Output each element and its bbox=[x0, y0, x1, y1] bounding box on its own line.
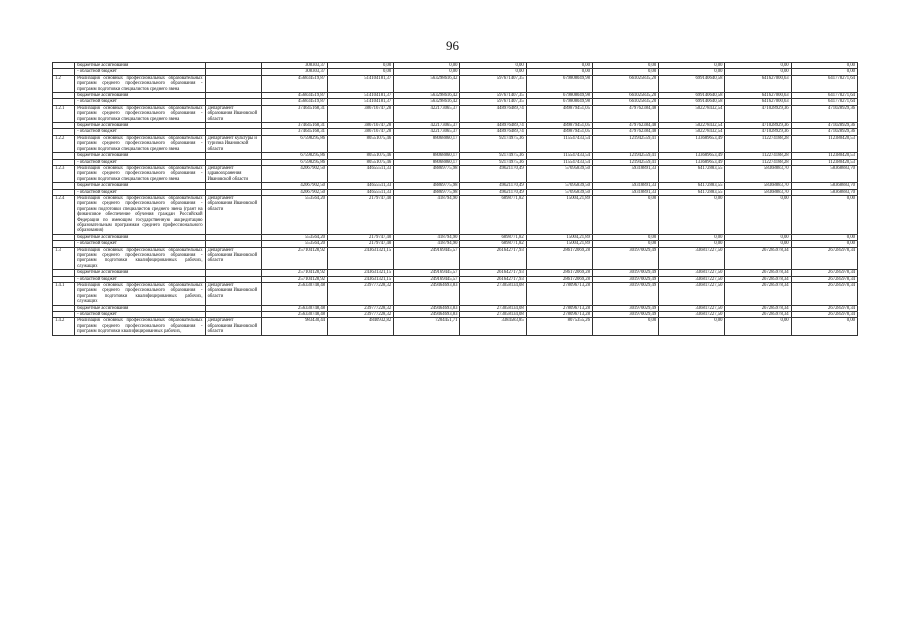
amount-cell: 0,00 bbox=[460, 69, 526, 75]
amount-cell: 448976489,74 bbox=[460, 123, 526, 129]
amount-cell: 256330748,48 bbox=[261, 283, 327, 306]
amount-cell: 112380420,53 bbox=[791, 159, 857, 165]
amount-cell: 0,00 bbox=[592, 318, 658, 335]
amount-cell: 336817227,50 bbox=[659, 270, 725, 276]
row-name: Реализация основных профессиональных образовательных программ среднего профессионального образования - программ подготовки специалистов среднего звена bbox=[75, 105, 205, 122]
amount-cell: 386716747,28 bbox=[328, 129, 394, 135]
amount-cell: 115547433,54 bbox=[526, 159, 592, 165]
amount-cell: 267285978,34 bbox=[725, 247, 791, 270]
amount-cell: 239777228,32 bbox=[328, 283, 394, 306]
amount-cell: 0,00 bbox=[460, 63, 526, 69]
row-name: бюджетные ассигнования bbox=[75, 123, 205, 129]
amount-cell: 0,00 bbox=[659, 195, 725, 234]
amount-cell: 418794,90 bbox=[394, 241, 460, 247]
amount-cell: 0,00 bbox=[592, 69, 658, 75]
amount-cell: 2179747,40 bbox=[328, 234, 394, 240]
amount-cell: 112380420,53 bbox=[791, 135, 857, 152]
amount-cell: 699140640,58 bbox=[659, 93, 725, 99]
amount-cell: 67598295,86 bbox=[261, 159, 327, 165]
amount-cell: 80551075,46 bbox=[328, 153, 394, 159]
amount-cell: 88068860,17 bbox=[394, 135, 460, 152]
amount-cell: 249464693,83 bbox=[394, 305, 460, 311]
amount-cell: 336817227,50 bbox=[659, 247, 725, 270]
amount-cell: 514104181,37 bbox=[328, 93, 394, 99]
amount-cell: 121942559,41 bbox=[592, 135, 658, 152]
amount-cell: 597671407,35 bbox=[460, 75, 526, 92]
amount-cell: 59318891,33 bbox=[592, 189, 658, 195]
amount-cell: 489879451,05 bbox=[526, 105, 592, 122]
amount-cell: 243631321,15 bbox=[328, 276, 394, 282]
amount-cell: 422173065,37 bbox=[394, 105, 460, 122]
amount-cell: 422173065,37 bbox=[394, 129, 460, 135]
amount-cell: 699140640,58 bbox=[659, 99, 725, 105]
amount-cell: 286172069,28 bbox=[526, 247, 592, 270]
amount-cell: 58368883,70 bbox=[791, 189, 857, 195]
row-name: бюджетные ассигнования bbox=[75, 153, 205, 159]
activity-row bbox=[53, 75, 858, 92]
amount-cell: 239777228,32 bbox=[328, 312, 394, 318]
amount-cell: 514104181,37 bbox=[328, 99, 394, 105]
row-executor: Департамент культуры и туризма Ивановской области bbox=[205, 135, 261, 152]
amount-cell: 6898771,82 bbox=[460, 195, 526, 234]
amount-cell: 0,00 bbox=[328, 69, 394, 75]
amount-cell: 308303,37 bbox=[261, 69, 327, 75]
amount-cell: 6898771,82 bbox=[460, 234, 526, 240]
amount-cell: 4840932,82 bbox=[328, 318, 394, 335]
amount-cell: 112274188,28 bbox=[725, 135, 791, 152]
row-name: - областной бюджет bbox=[75, 276, 205, 282]
amount-cell: 0,00 bbox=[659, 69, 725, 75]
amount-cell: 267285978,34 bbox=[791, 247, 857, 270]
row-code: 1.2.3 bbox=[53, 165, 75, 182]
amount-cell: 456834519,87 bbox=[261, 99, 327, 105]
amount-cell: 456834519,87 bbox=[261, 75, 327, 92]
amount-cell: 641627000,63 bbox=[725, 93, 791, 99]
amount-cell: 597671407,35 bbox=[460, 99, 526, 105]
amount-cell: 243631321,15 bbox=[328, 270, 394, 276]
amount-cell: 479762384,48 bbox=[592, 105, 658, 122]
amount-cell: 64172883,55 bbox=[659, 165, 725, 182]
amount-cell: 257104128,92 bbox=[261, 276, 327, 282]
amount-cell: 0,00 bbox=[592, 241, 658, 247]
amount-cell: 471028929,36 bbox=[791, 123, 857, 129]
amount-cell: 502278432,54 bbox=[659, 129, 725, 135]
amount-cell: 133689653,49 bbox=[659, 159, 725, 165]
amount-cell: 257104128,92 bbox=[261, 247, 327, 270]
amount-cell: 267285978,34 bbox=[791, 276, 857, 282]
amount-cell: 661025835,20 bbox=[592, 75, 658, 92]
amount-cell: 267285978,34 bbox=[791, 312, 857, 318]
amount-cell: 479762384,48 bbox=[592, 129, 658, 135]
amount-cell: 336817227,50 bbox=[659, 305, 725, 311]
activity-row bbox=[53, 105, 858, 122]
row-executor: Департамент здравоохранения Ивановской области bbox=[205, 165, 261, 182]
amount-cell: 286172069,28 bbox=[526, 276, 592, 282]
amount-cell: 374645168,31 bbox=[261, 129, 327, 135]
amount-cell: 0,00 bbox=[791, 69, 857, 75]
amount-cell: 489879451,05 bbox=[526, 129, 592, 135]
amount-cell: 267285978,34 bbox=[725, 305, 791, 311]
activity-row bbox=[53, 247, 858, 270]
row-name: бюджетные ассигнования bbox=[75, 234, 205, 240]
activity-row bbox=[53, 165, 858, 182]
amount-cell: 273058134,08 bbox=[460, 305, 526, 311]
amount-cell: 115547433,54 bbox=[526, 135, 592, 152]
amount-cell: 267285978,34 bbox=[791, 270, 857, 276]
amount-cell: 267285978,34 bbox=[725, 270, 791, 276]
row-name: - областной бюджет bbox=[75, 99, 205, 105]
amount-cell: 0,00 bbox=[725, 69, 791, 75]
amount-cell: 267285978,34 bbox=[791, 305, 857, 311]
row-name: Реализация основных профессиональных образовательных программ среднего профессионального образования - программ подготовки специалистов среднего звена bbox=[75, 135, 205, 152]
amount-cell: 418794,90 bbox=[394, 234, 460, 240]
row-executor: Департамент образования Ивановской области bbox=[205, 318, 261, 335]
row-code: 1.3 bbox=[53, 247, 75, 270]
amount-cell: 448976489,74 bbox=[460, 129, 526, 135]
amount-cell: 44655511,33 bbox=[328, 189, 394, 195]
amount-cell: 278096713,28 bbox=[526, 283, 592, 306]
amount-cell: 15004,21,89 bbox=[526, 234, 592, 240]
amount-cell: 422173065,37 bbox=[394, 123, 460, 129]
amount-cell: 0,00 bbox=[394, 63, 460, 69]
amount-cell: 92174975,36 bbox=[460, 159, 526, 165]
amount-cell: 0,00 bbox=[526, 69, 592, 75]
amount-cell: 15004,21,89 bbox=[526, 195, 592, 234]
row-name: бюджетные ассигнования bbox=[75, 270, 205, 276]
amount-cell: 308303,37 bbox=[261, 63, 327, 69]
amount-cell: 267285978,34 bbox=[791, 283, 857, 306]
row-code: 1.2 bbox=[53, 75, 75, 92]
amount-cell: 301970029,49 bbox=[592, 312, 658, 318]
amount-cell: 679808049,98 bbox=[526, 99, 592, 105]
amount-cell: 0,00 bbox=[791, 195, 857, 234]
amount-cell: 0,00 bbox=[659, 318, 725, 335]
amount-cell: 121942559,41 bbox=[592, 159, 658, 165]
amount-cell: 249169445,57 bbox=[394, 247, 460, 270]
amount-cell: 249464693,83 bbox=[394, 312, 460, 318]
row-name: Реализация основных профессиональных образовательных программ среднего профессионального образования - программ подготовки квалифицированных рабочих, служащих bbox=[75, 247, 205, 270]
activity-row bbox=[53, 283, 858, 306]
activity-row bbox=[53, 195, 858, 234]
amount-cell: 301970029,49 bbox=[592, 247, 658, 270]
row-name: бюджетные ассигнования bbox=[75, 63, 205, 69]
amount-cell: 301970029,49 bbox=[592, 305, 658, 311]
row-name: Реализация основных профессиональных образовательных программ среднего профессионального образования - программ подготовки специалистов среднего звена (грант на финансовое обеспечение обучения граждан Российской Федерации по имеющим государственную аккредитацию образовательным программам среднего профессионального образования) bbox=[75, 195, 205, 234]
amount-cell: 553564,20 bbox=[261, 234, 327, 240]
amount-cell: 514104181,37 bbox=[328, 75, 394, 92]
amount-cell: 502278432,54 bbox=[659, 123, 725, 129]
amount-cell: 256330748,48 bbox=[261, 305, 327, 311]
row-code: 1.4.1 bbox=[53, 283, 75, 306]
amount-cell: 121942559,41 bbox=[592, 153, 658, 159]
row-name: Реализация основных профессиональных образовательных программ среднего профессионального образования - программ подготовки специалистов среднего звена bbox=[75, 75, 205, 92]
activity-row bbox=[53, 318, 858, 335]
amount-cell: 80551075,46 bbox=[328, 159, 394, 165]
amount-cell: 0,00 bbox=[592, 195, 658, 234]
amount-cell: 112380420,53 bbox=[791, 153, 857, 159]
amount-cell: 0,00 bbox=[592, 63, 658, 69]
row-name: Реализация основных профессиональных образовательных программ среднего профессионального образования - программ подготовки квалифицированных рабочих, служащих bbox=[75, 283, 205, 306]
amount-cell: 641627000,63 bbox=[725, 75, 791, 92]
amount-cell: 479762384,48 bbox=[592, 123, 658, 129]
amount-cell: 57695839,50 bbox=[526, 183, 592, 189]
row-name: - областной бюджет bbox=[75, 69, 205, 75]
amount-cell: 15004,21,89 bbox=[526, 241, 592, 247]
row-executor: Департамент образования Ивановской области bbox=[205, 105, 261, 122]
amount-cell: 336817227,50 bbox=[659, 283, 725, 306]
amount-cell: 67598295,86 bbox=[261, 135, 327, 152]
amount-cell: 133689653,49 bbox=[659, 153, 725, 159]
amount-cell: 2179747,40 bbox=[328, 195, 394, 234]
row-code: 1.2.4 bbox=[53, 195, 75, 234]
amount-cell: 58368883,70 bbox=[791, 165, 857, 182]
amount-cell: 661025835,20 bbox=[592, 93, 658, 99]
row-name: бюджетные ассигнования bbox=[75, 93, 205, 99]
amount-cell: 48869775,98 bbox=[394, 183, 460, 189]
row-name: - областной бюджет bbox=[75, 159, 205, 165]
amount-cell: 278096713,28 bbox=[526, 305, 592, 311]
amount-cell: 471028929,36 bbox=[791, 105, 857, 122]
row-name: - областной бюджет bbox=[75, 189, 205, 195]
amount-cell: 0,00 bbox=[725, 63, 791, 69]
amount-cell: 257104128,92 bbox=[261, 270, 327, 276]
row-code: 1.2.1 bbox=[53, 105, 75, 122]
amount-cell: 7204451,71 bbox=[394, 318, 460, 335]
amount-cell: 88068860,17 bbox=[394, 153, 460, 159]
amount-cell: 0,00 bbox=[791, 318, 857, 335]
amount-cell: 0,00 bbox=[725, 234, 791, 240]
amount-cell: 133689653,49 bbox=[659, 135, 725, 152]
amount-cell: 267285978,34 bbox=[725, 312, 791, 318]
amount-cell: 0,00 bbox=[592, 234, 658, 240]
amount-cell: 44655511,33 bbox=[328, 183, 394, 189]
amount-cell: 115547433,54 bbox=[526, 153, 592, 159]
amount-cell: 261642717,93 bbox=[460, 276, 526, 282]
amount-cell: 661025835,20 bbox=[592, 99, 658, 105]
amount-cell: 243631321,15 bbox=[328, 247, 394, 270]
amount-cell: 679808049,98 bbox=[526, 75, 592, 92]
amount-cell: 0,00 bbox=[659, 63, 725, 69]
amount-cell: 563298616,42 bbox=[394, 99, 460, 105]
amount-cell: 92174975,36 bbox=[460, 153, 526, 159]
amount-cell: 0,00 bbox=[725, 241, 791, 247]
amount-cell: 88068860,17 bbox=[394, 159, 460, 165]
amount-cell: 286172069,28 bbox=[526, 270, 592, 276]
amount-cell: 42067902,50 bbox=[261, 189, 327, 195]
amount-cell: 641778271,64 bbox=[791, 99, 857, 105]
amount-cell: 471028929,36 bbox=[791, 129, 857, 135]
amount-cell: 641627000,63 bbox=[725, 99, 791, 105]
amount-cell: 374645168,31 bbox=[261, 123, 327, 129]
amount-cell: 301970029,49 bbox=[592, 276, 658, 282]
amount-cell: 273058134,08 bbox=[460, 283, 526, 306]
row-executor: Департамент образования Ивановской области bbox=[205, 195, 261, 234]
page-number: 96 bbox=[446, 38, 459, 53]
amount-cell: 267285978,34 bbox=[725, 283, 791, 306]
amount-cell: 3384583,85 bbox=[460, 318, 526, 335]
amount-cell: 6898771,82 bbox=[460, 241, 526, 247]
amount-cell: 471028929,36 bbox=[725, 105, 791, 122]
row-code: 1.4.2 bbox=[53, 318, 75, 335]
amount-cell: 699140640,58 bbox=[659, 75, 725, 92]
table-body bbox=[53, 63, 858, 336]
amount-cell: 386716747,28 bbox=[328, 105, 394, 122]
amount-cell: 273058134,08 bbox=[460, 312, 526, 318]
amount-cell: 641778271,64 bbox=[791, 93, 857, 99]
amount-cell: 267285978,34 bbox=[725, 276, 791, 282]
amount-cell: 92174975,36 bbox=[460, 135, 526, 152]
amount-cell: 0,00 bbox=[791, 63, 857, 69]
amount-cell: 249464693,83 bbox=[394, 283, 460, 306]
amount-cell: 553564,20 bbox=[261, 195, 327, 234]
amount-cell: 301970029,49 bbox=[592, 270, 658, 276]
amount-cell: 418794,90 bbox=[394, 195, 460, 234]
amount-cell: 8075355,26 bbox=[526, 318, 592, 335]
amount-cell: 42067902,50 bbox=[261, 165, 327, 182]
amount-cell: 456834519,87 bbox=[261, 93, 327, 99]
row-name: Реализация основных профессиональных образовательных программ среднего профессионального образования - программ подготовки специалистов среднего звена bbox=[75, 165, 205, 182]
budget-table bbox=[52, 62, 858, 336]
row-executor: Департамент образования Ивановской области bbox=[205, 283, 261, 306]
amount-cell: 0,00 bbox=[328, 63, 394, 69]
amount-cell: 0,00 bbox=[791, 234, 857, 240]
amount-cell: 0,00 bbox=[659, 241, 725, 247]
amount-cell: 0,00 bbox=[394, 69, 460, 75]
amount-cell: 57695839,50 bbox=[526, 165, 592, 182]
amount-cell: 249169445,57 bbox=[394, 270, 460, 276]
amount-cell: 2179747,40 bbox=[328, 241, 394, 247]
amount-cell: 563298616,42 bbox=[394, 93, 460, 99]
row-executor bbox=[205, 75, 261, 92]
amount-cell: 58368883,70 bbox=[725, 189, 791, 195]
row-name: бюджетные ассигнования bbox=[75, 305, 205, 311]
amount-cell: 59318891,33 bbox=[592, 165, 658, 182]
amount-cell: 112274188,28 bbox=[725, 153, 791, 159]
amount-cell: 597671407,35 bbox=[460, 93, 526, 99]
row-name: - областной бюджет bbox=[75, 312, 205, 318]
amount-cell: 553564,20 bbox=[261, 241, 327, 247]
amount-cell: 489879451,05 bbox=[526, 123, 592, 129]
amount-cell: 239777228,32 bbox=[328, 305, 394, 311]
amount-cell: 983430,44 bbox=[261, 318, 327, 335]
amount-cell: 502278432,54 bbox=[659, 105, 725, 122]
amount-cell: 44655511,33 bbox=[328, 165, 394, 182]
row-code: 1.2.2 bbox=[53, 135, 75, 152]
amount-cell: 448976489,74 bbox=[460, 105, 526, 122]
amount-cell: 261642717,93 bbox=[460, 247, 526, 270]
amount-cell: 64172883,55 bbox=[659, 183, 725, 189]
amount-cell: 563298616,42 bbox=[394, 75, 460, 92]
amount-cell: 58368883,70 bbox=[725, 165, 791, 182]
amount-cell: 386716747,28 bbox=[328, 123, 394, 129]
row-name: Реализация основных профессиональных образовательных программ среднего профессионального образования - программ подготовки квалифицированных рабочих, bbox=[75, 318, 205, 335]
row-executor: Департамент образования Ивановской области bbox=[205, 247, 261, 270]
activity-row bbox=[53, 135, 858, 152]
row-name: - областной бюджет bbox=[75, 241, 205, 247]
row-name: бюджетные ассигнования bbox=[75, 183, 205, 189]
amount-cell: 336817227,50 bbox=[659, 312, 725, 318]
amount-cell: 42067902,50 bbox=[261, 183, 327, 189]
amount-cell: 49621170,49 bbox=[460, 165, 526, 182]
amount-cell: 49621170,49 bbox=[460, 183, 526, 189]
amount-cell: 48869775,98 bbox=[394, 165, 460, 182]
amount-cell: 80551075,46 bbox=[328, 135, 394, 152]
amount-cell: 58368883,70 bbox=[791, 183, 857, 189]
amount-cell: 0,00 bbox=[725, 318, 791, 335]
amount-cell: 49621170,49 bbox=[460, 189, 526, 195]
amount-cell: 374645168,31 bbox=[261, 105, 327, 122]
amount-cell: 249169445,57 bbox=[394, 276, 460, 282]
amount-cell: 301970029,49 bbox=[592, 283, 658, 306]
amount-cell: 0,00 bbox=[526, 63, 592, 69]
amount-cell: 0,00 bbox=[791, 241, 857, 247]
amount-cell: 59318891,33 bbox=[592, 183, 658, 189]
amount-cell: 64172883,55 bbox=[659, 189, 725, 195]
amount-cell: 256330748,48 bbox=[261, 312, 327, 318]
amount-cell: 0,00 bbox=[659, 234, 725, 240]
amount-cell: 261642717,93 bbox=[460, 270, 526, 276]
amount-cell: 67598295,86 bbox=[261, 153, 327, 159]
amount-cell: 58368883,70 bbox=[725, 183, 791, 189]
amount-cell: 48869775,98 bbox=[394, 189, 460, 195]
amount-cell: 278096713,28 bbox=[526, 312, 592, 318]
amount-cell: 679808049,98 bbox=[526, 93, 592, 99]
amount-cell: 57695839,50 bbox=[526, 189, 592, 195]
amount-cell: 471028929,36 bbox=[725, 129, 791, 135]
amount-cell: 112274188,28 bbox=[725, 159, 791, 165]
row-name: - областной бюджет bbox=[75, 129, 205, 135]
amount-cell: 641778271,64 bbox=[791, 75, 857, 92]
amount-cell: 336817227,50 bbox=[659, 276, 725, 282]
amount-cell: 0,00 bbox=[725, 195, 791, 234]
amount-cell: 471028929,36 bbox=[725, 123, 791, 129]
